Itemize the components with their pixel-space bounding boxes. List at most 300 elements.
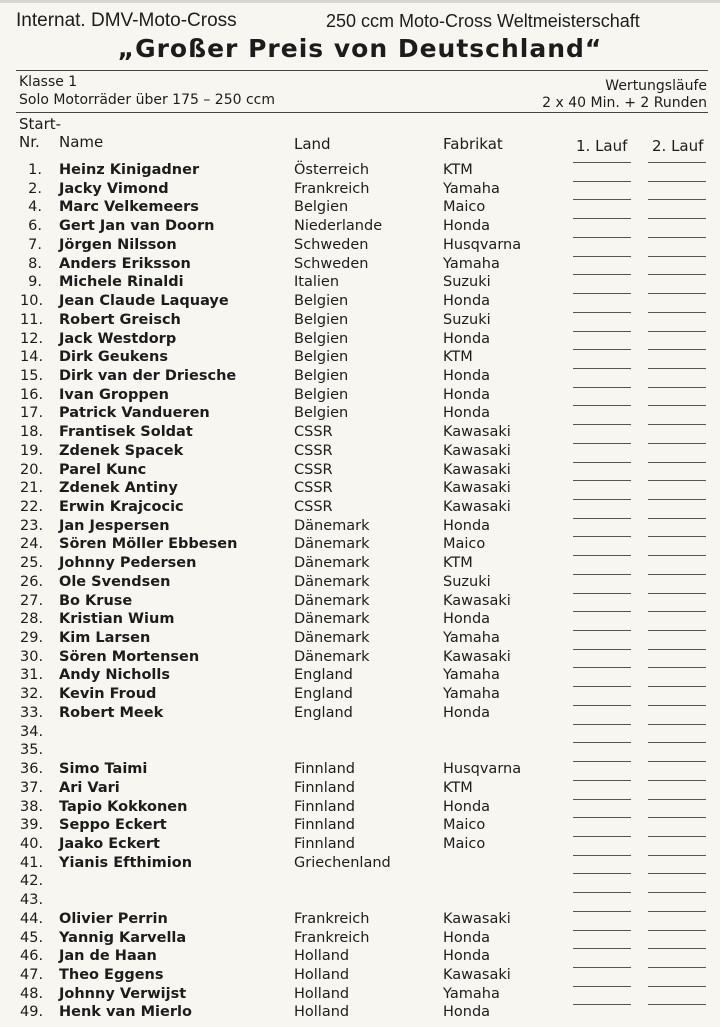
rider-manufacturer: Kawasaki bbox=[443, 424, 511, 441]
lauf2-result-line bbox=[648, 536, 706, 537]
rider-name: Parel Kunc bbox=[59, 461, 147, 478]
lauf1-result-line bbox=[573, 162, 631, 163]
start-number: 31. bbox=[20, 667, 44, 684]
lauf1-result-line bbox=[573, 181, 631, 182]
rider-manufacturer: Kawasaki bbox=[443, 442, 511, 459]
rider-name: Jack Westdorp bbox=[59, 330, 177, 347]
lauf2-result-line bbox=[648, 405, 706, 406]
lauf1-result-line bbox=[573, 780, 631, 781]
lauf2-result-line bbox=[648, 761, 706, 762]
rider-name: Yannig Karvella bbox=[59, 929, 187, 946]
start-number: 12. bbox=[20, 330, 44, 347]
lauf1-result-line bbox=[573, 293, 631, 294]
table-row bbox=[0, 368, 720, 386]
lauf2-result-line bbox=[648, 349, 706, 350]
lauf2-result-line bbox=[648, 331, 706, 332]
page-title: „Großer Preis von Deutschland“ bbox=[117, 34, 603, 63]
start-number: 37. bbox=[20, 779, 44, 796]
table-row bbox=[0, 424, 720, 442]
rider-country: Dänemark bbox=[294, 517, 370, 534]
column-header-lauf2: 2. Lauf bbox=[652, 137, 704, 155]
start-number: 46. bbox=[20, 948, 44, 965]
rider-country: Finnland bbox=[294, 761, 356, 777]
rider-name: Sören Möller Ebbesen bbox=[59, 536, 238, 553]
start-number: 26. bbox=[20, 573, 44, 590]
rider-country: Dänemark bbox=[294, 536, 370, 553]
column-header-nr: Nr. bbox=[19, 133, 40, 151]
lauf2-result-line bbox=[648, 780, 706, 781]
rider-manufacturer: Husqvarna bbox=[443, 236, 522, 253]
table-row bbox=[0, 555, 720, 573]
lauf1-result-line bbox=[573, 967, 631, 968]
start-number: 36. bbox=[20, 761, 44, 777]
start-number: 6. bbox=[28, 218, 42, 235]
rider-name: Kristian Wium bbox=[59, 611, 175, 628]
rider-country: Österreich bbox=[294, 162, 370, 178]
start-number: 4. bbox=[28, 199, 42, 216]
lauf1-result-line bbox=[573, 237, 631, 238]
start-number: 27. bbox=[20, 592, 44, 609]
table-row bbox=[0, 181, 720, 199]
table-row bbox=[0, 780, 720, 798]
start-number: 40. bbox=[20, 835, 44, 852]
lauf1-result-line bbox=[573, 574, 631, 575]
rider-manufacturer: Honda bbox=[443, 367, 491, 384]
table-row bbox=[0, 518, 720, 536]
rider-name: Johnny Pedersen bbox=[59, 555, 197, 572]
table-row bbox=[0, 480, 720, 498]
lauf2-result-line bbox=[648, 574, 706, 575]
table-row bbox=[0, 948, 720, 966]
lauf2-result-line bbox=[648, 293, 706, 294]
rider-name: Yianis Efthimion bbox=[59, 854, 193, 871]
column-header-land: Land bbox=[294, 135, 331, 153]
rider-manufacturer: Kawasaki bbox=[443, 910, 511, 927]
start-number: 17. bbox=[20, 405, 44, 422]
lauf1-result-line bbox=[573, 312, 631, 313]
rider-name: Jan de Haan bbox=[59, 948, 157, 965]
rider-name: Dirk van der Driesche bbox=[59, 367, 237, 384]
lauf2-result-line bbox=[648, 1004, 706, 1005]
rider-country: Finnland bbox=[294, 835, 356, 852]
top-edge-line bbox=[0, 0, 720, 3]
lauf2-result-line bbox=[648, 237, 706, 238]
rider-manufacturer: Honda bbox=[443, 704, 491, 721]
table-row bbox=[0, 724, 720, 742]
rider-country: Frankreich bbox=[294, 929, 370, 946]
lauf1-result-line bbox=[573, 462, 631, 463]
rider-manufacturer: KTM bbox=[443, 779, 473, 796]
table-row bbox=[0, 199, 720, 217]
rider-manufacturer: Honda bbox=[443, 929, 491, 946]
rider-country: Finnland bbox=[294, 798, 356, 815]
lauf2-result-line bbox=[648, 368, 706, 369]
rider-name: Jean Claude Laquaye bbox=[59, 293, 229, 309]
rider-manufacturer: Kawasaki bbox=[443, 648, 511, 665]
rider-name: Ari Vari bbox=[59, 779, 120, 796]
lauf2-result-line bbox=[648, 817, 706, 818]
table-row bbox=[0, 405, 720, 423]
rider-name: Robert Meek bbox=[59, 704, 164, 721]
start-number: 35. bbox=[20, 742, 44, 759]
table-row bbox=[0, 349, 720, 367]
start-number: 14. bbox=[20, 349, 44, 366]
lauf1-result-line bbox=[573, 274, 631, 275]
start-number: 41. bbox=[20, 854, 44, 871]
table-row bbox=[0, 667, 720, 685]
start-number: 24. bbox=[20, 536, 44, 553]
rider-name: Simo Taimi bbox=[59, 761, 148, 777]
start-number: 8. bbox=[28, 255, 42, 272]
lauf2-result-line bbox=[648, 162, 706, 163]
table-row bbox=[0, 836, 720, 854]
lauf2-result-line bbox=[648, 181, 706, 182]
lauf2-result-line bbox=[648, 424, 706, 425]
start-number: 16. bbox=[20, 386, 44, 403]
lauf1-result-line bbox=[573, 593, 631, 594]
rider-country: Belgien bbox=[294, 199, 349, 216]
lauf2-result-line bbox=[648, 855, 706, 856]
rider-name: Kevin Froud bbox=[59, 686, 157, 703]
lauf1-result-line bbox=[573, 536, 631, 537]
lauf2-result-line bbox=[648, 873, 706, 874]
column-header-lauf1: 1. Lauf bbox=[576, 137, 628, 155]
table-row bbox=[0, 462, 720, 480]
start-number: 43. bbox=[20, 892, 44, 909]
lauf1-result-line bbox=[573, 948, 631, 949]
rider-manufacturer: Honda bbox=[443, 386, 491, 403]
start-number: 33. bbox=[20, 704, 44, 721]
rider-country: Dänemark bbox=[294, 555, 370, 572]
rider-country: Griechenland bbox=[294, 854, 391, 871]
rider-name: Johnny Verwijst bbox=[59, 985, 187, 1002]
lauf1-result-line bbox=[573, 424, 631, 425]
rider-country: Niederlande bbox=[294, 218, 383, 235]
rider-manufacturer: Yamaha bbox=[443, 630, 500, 646]
start-number: 32. bbox=[20, 686, 44, 703]
start-number: 7. bbox=[28, 236, 42, 253]
rider-name: Heinz Kinigadner bbox=[59, 162, 200, 178]
rider-name: Zdenek Antiny bbox=[59, 480, 178, 497]
table-row bbox=[0, 892, 720, 910]
start-number: 2. bbox=[28, 180, 42, 197]
start-number: 21. bbox=[20, 480, 44, 497]
rider-manufacturer: Kawasaki bbox=[443, 499, 511, 515]
table-row bbox=[0, 293, 720, 311]
lauf1-result-line bbox=[573, 199, 631, 200]
rider-manufacturer: Maico bbox=[443, 835, 486, 852]
table-row bbox=[0, 536, 720, 554]
lauf1-result-line bbox=[573, 480, 631, 481]
start-number: 34. bbox=[20, 723, 44, 740]
lauf2-result-line bbox=[648, 518, 706, 519]
table-row bbox=[0, 967, 720, 985]
rider-manufacturer: KTM bbox=[443, 162, 473, 178]
table-row bbox=[0, 630, 720, 648]
lauf1-result-line bbox=[573, 387, 631, 388]
lauf1-result-line bbox=[573, 443, 631, 444]
rider-manufacturer: Honda bbox=[443, 218, 491, 235]
rider-manufacturer: KTM bbox=[443, 349, 473, 366]
rider-manufacturer: Honda bbox=[443, 405, 491, 422]
lauf2-result-line bbox=[648, 274, 706, 275]
rider-name: Andy Nicholls bbox=[59, 667, 170, 684]
class-divider bbox=[16, 112, 708, 113]
rider-name: Marc Velkemeers bbox=[59, 199, 199, 216]
lauf1-result-line bbox=[573, 555, 631, 556]
lauf2-result-line bbox=[648, 218, 706, 219]
table-row bbox=[0, 799, 720, 817]
start-number: 48. bbox=[20, 985, 44, 1002]
rider-name: Dirk Geukens bbox=[59, 349, 168, 366]
lauf1-result-line bbox=[573, 649, 631, 650]
rider-manufacturer: Yamaha bbox=[443, 667, 500, 684]
lauf1-result-line bbox=[573, 986, 631, 987]
rider-name: Olivier Perrin bbox=[59, 910, 168, 927]
start-number: 20. bbox=[20, 461, 44, 478]
rider-country: England bbox=[294, 704, 353, 721]
start-number: 25. bbox=[20, 555, 44, 572]
rider-country: England bbox=[294, 686, 353, 703]
rider-manufacturer: Honda bbox=[443, 1004, 491, 1021]
rider-name: Patrick Vandueren bbox=[59, 405, 210, 422]
lauf1-result-line bbox=[573, 218, 631, 219]
rider-manufacturer: Honda bbox=[443, 948, 491, 965]
start-number: 44. bbox=[20, 910, 44, 927]
rider-manufacturer: Yamaha bbox=[443, 180, 500, 197]
table-row bbox=[0, 1004, 720, 1022]
table-row bbox=[0, 986, 720, 1004]
rider-country: England bbox=[294, 667, 353, 684]
lauf2-result-line bbox=[648, 836, 706, 837]
table-row bbox=[0, 312, 720, 330]
lauf1-result-line bbox=[573, 630, 631, 631]
rider-manufacturer: Suzuki bbox=[443, 311, 491, 328]
rider-name: Jacky Vimond bbox=[59, 180, 169, 197]
lauf2-result-line bbox=[648, 967, 706, 968]
lauf2-result-line bbox=[648, 649, 706, 650]
table-row bbox=[0, 331, 720, 349]
rider-country: Belgien bbox=[294, 311, 349, 328]
rider-manufacturer: Yamaha bbox=[443, 985, 500, 1002]
lauf2-result-line bbox=[648, 499, 706, 500]
table-row bbox=[0, 873, 720, 891]
rider-manufacturer: Yamaha bbox=[443, 255, 500, 272]
rider-manufacturer: Honda bbox=[443, 798, 491, 815]
start-number: 22. bbox=[20, 499, 44, 515]
rider-name: Erwin Krajcocic bbox=[59, 499, 184, 515]
lauf1-result-line bbox=[573, 911, 631, 912]
rider-manufacturer: Maico bbox=[443, 817, 486, 834]
lauf2-result-line bbox=[648, 686, 706, 687]
lauf2-result-line bbox=[648, 555, 706, 556]
lauf2-result-line bbox=[648, 593, 706, 594]
rider-country: Belgien bbox=[294, 293, 349, 309]
rider-name: Theo Eggens bbox=[59, 967, 164, 983]
rider-manufacturer: Kawasaki bbox=[443, 461, 511, 478]
rider-name: Jaako Eckert bbox=[59, 835, 160, 852]
start-number: 18. bbox=[20, 424, 44, 441]
rider-country: Belgien bbox=[294, 405, 349, 422]
rider-name: Frantisek Soldat bbox=[59, 424, 193, 441]
lauf1-result-line bbox=[573, 873, 631, 874]
start-number: 47. bbox=[20, 967, 44, 983]
table-row bbox=[0, 742, 720, 760]
column-header-fabrikat: Fabrikat bbox=[443, 135, 503, 153]
lauf1-result-line bbox=[573, 817, 631, 818]
rider-country: Holland bbox=[294, 948, 350, 965]
lauf2-result-line bbox=[648, 630, 706, 631]
rider-country: Finnland bbox=[294, 817, 356, 834]
lauf1-result-line bbox=[573, 368, 631, 369]
rider-country: Holland bbox=[294, 985, 350, 1002]
table-row bbox=[0, 911, 720, 929]
table-row bbox=[0, 443, 720, 461]
rider-manufacturer: KTM bbox=[443, 555, 473, 572]
rider-name: Seppo Eckert bbox=[59, 817, 167, 834]
rider-country: Frankreich bbox=[294, 180, 370, 197]
lauf1-result-line bbox=[573, 499, 631, 500]
class-description: Solo Motorräder über 175 – 250 ccm bbox=[19, 92, 276, 108]
start-number: 29. bbox=[20, 630, 44, 646]
lauf2-result-line bbox=[648, 742, 706, 743]
rider-manufacturer: Suzuki bbox=[443, 274, 491, 291]
rider-manufacturer: Kawasaki bbox=[443, 480, 511, 497]
rider-country: Belgien bbox=[294, 386, 349, 403]
table-row bbox=[0, 256, 720, 274]
lauf1-result-line bbox=[573, 686, 631, 687]
rider-country: CSSR bbox=[294, 480, 333, 497]
rider-manufacturer: Maico bbox=[443, 199, 486, 216]
lauf1-result-line bbox=[573, 667, 631, 668]
rider-country: Italien bbox=[294, 274, 340, 291]
table-row bbox=[0, 705, 720, 723]
lauf1-result-line bbox=[573, 611, 631, 612]
start-number: 39. bbox=[20, 817, 44, 834]
lauf1-result-line bbox=[573, 836, 631, 837]
lauf2-result-line bbox=[648, 667, 706, 668]
rider-country: Frankreich bbox=[294, 910, 370, 927]
championship-heading: 250 ccm Moto-Cross Weltmeisterschaft bbox=[326, 11, 640, 31]
table-row bbox=[0, 855, 720, 873]
lauf2-result-line bbox=[648, 892, 706, 893]
start-number: 9. bbox=[28, 274, 42, 291]
lauf1-result-line bbox=[573, 742, 631, 743]
rider-country: Dänemark bbox=[294, 611, 370, 628]
table-row bbox=[0, 817, 720, 835]
lauf2-result-line bbox=[648, 911, 706, 912]
start-number: 23. bbox=[20, 517, 44, 534]
heats-label: Wertungsläufe bbox=[605, 78, 707, 94]
rider-manufacturer: Suzuki bbox=[443, 573, 491, 590]
table-row bbox=[0, 761, 720, 779]
table-row bbox=[0, 649, 720, 667]
rider-country: Schweden bbox=[294, 255, 369, 272]
lauf2-result-line bbox=[648, 462, 706, 463]
rider-country: Dänemark bbox=[294, 630, 370, 646]
organizer-heading: Internat. DMV-Moto-Cross bbox=[16, 10, 237, 31]
start-number: 11. bbox=[20, 311, 44, 328]
table-row bbox=[0, 574, 720, 592]
start-number: 45. bbox=[20, 929, 44, 946]
rider-country: CSSR bbox=[294, 461, 333, 478]
lauf1-result-line bbox=[573, 930, 631, 931]
rider-country: Finnland bbox=[294, 779, 356, 796]
lauf2-result-line bbox=[648, 312, 706, 313]
start-number: 42. bbox=[20, 873, 44, 890]
start-number: 15. bbox=[20, 367, 44, 384]
lauf1-result-line bbox=[573, 761, 631, 762]
start-number: 19. bbox=[20, 442, 44, 459]
lauf1-result-line bbox=[573, 1004, 631, 1005]
rider-name: Ole Svendsen bbox=[59, 573, 171, 590]
rider-country: Schweden bbox=[294, 236, 369, 253]
heats-format: 2 x 40 Min. + 2 Runden bbox=[542, 95, 707, 111]
table-row bbox=[0, 930, 720, 948]
lauf2-result-line bbox=[648, 705, 706, 706]
rider-name: Michele Rinaldi bbox=[59, 274, 184, 291]
lauf1-result-line bbox=[573, 799, 631, 800]
lauf2-result-line bbox=[648, 930, 706, 931]
rider-country: Dänemark bbox=[294, 592, 370, 609]
table-row bbox=[0, 162, 720, 180]
lauf2-result-line bbox=[648, 387, 706, 388]
rider-name: Gert Jan van Doorn bbox=[59, 218, 215, 235]
table-row bbox=[0, 611, 720, 629]
lauf2-result-line bbox=[648, 799, 706, 800]
rider-manufacturer: Maico bbox=[443, 536, 486, 553]
rider-name: Tapio Kokkonen bbox=[59, 798, 188, 815]
rider-manufacturer: Kawasaki bbox=[443, 967, 511, 983]
lauf1-result-line bbox=[573, 331, 631, 332]
rider-manufacturer: Honda bbox=[443, 330, 491, 347]
lauf1-result-line bbox=[573, 349, 631, 350]
rider-name: Bo Kruse bbox=[59, 592, 133, 609]
column-header-start: Start- bbox=[19, 115, 62, 133]
rider-name: Anders Eriksson bbox=[59, 255, 191, 272]
rider-country: Belgien bbox=[294, 330, 349, 347]
rider-manufacturer: Husqvarna bbox=[443, 761, 522, 777]
table-row bbox=[0, 499, 720, 517]
lauf2-result-line bbox=[648, 443, 706, 444]
table-row bbox=[0, 218, 720, 236]
lauf1-result-line bbox=[573, 724, 631, 725]
rider-name: Jan Jespersen bbox=[59, 517, 170, 534]
lauf1-result-line bbox=[573, 855, 631, 856]
rider-country: CSSR bbox=[294, 442, 333, 459]
lauf2-result-line bbox=[648, 986, 706, 987]
rider-country: CSSR bbox=[294, 424, 333, 441]
lauf1-result-line bbox=[573, 256, 631, 257]
rider-name: Robert Greisch bbox=[59, 311, 181, 328]
rider-manufacturer: Honda bbox=[443, 293, 491, 309]
lauf2-result-line bbox=[648, 480, 706, 481]
start-number: 38. bbox=[20, 798, 44, 815]
lauf2-result-line bbox=[648, 724, 706, 725]
start-number: 10. bbox=[20, 293, 44, 309]
start-number: 49. bbox=[20, 1004, 44, 1021]
start-number: 28. bbox=[20, 611, 44, 628]
start-number: 1. bbox=[28, 162, 42, 178]
rider-manufacturer: Kawasaki bbox=[443, 592, 511, 609]
rider-name: Sören Mortensen bbox=[59, 648, 200, 665]
start-number: 30. bbox=[20, 648, 44, 665]
column-header-name: Name bbox=[59, 133, 104, 151]
table-row bbox=[0, 237, 720, 255]
lauf1-result-line bbox=[573, 405, 631, 406]
table-row bbox=[0, 274, 720, 292]
rider-country: Holland bbox=[294, 967, 350, 983]
